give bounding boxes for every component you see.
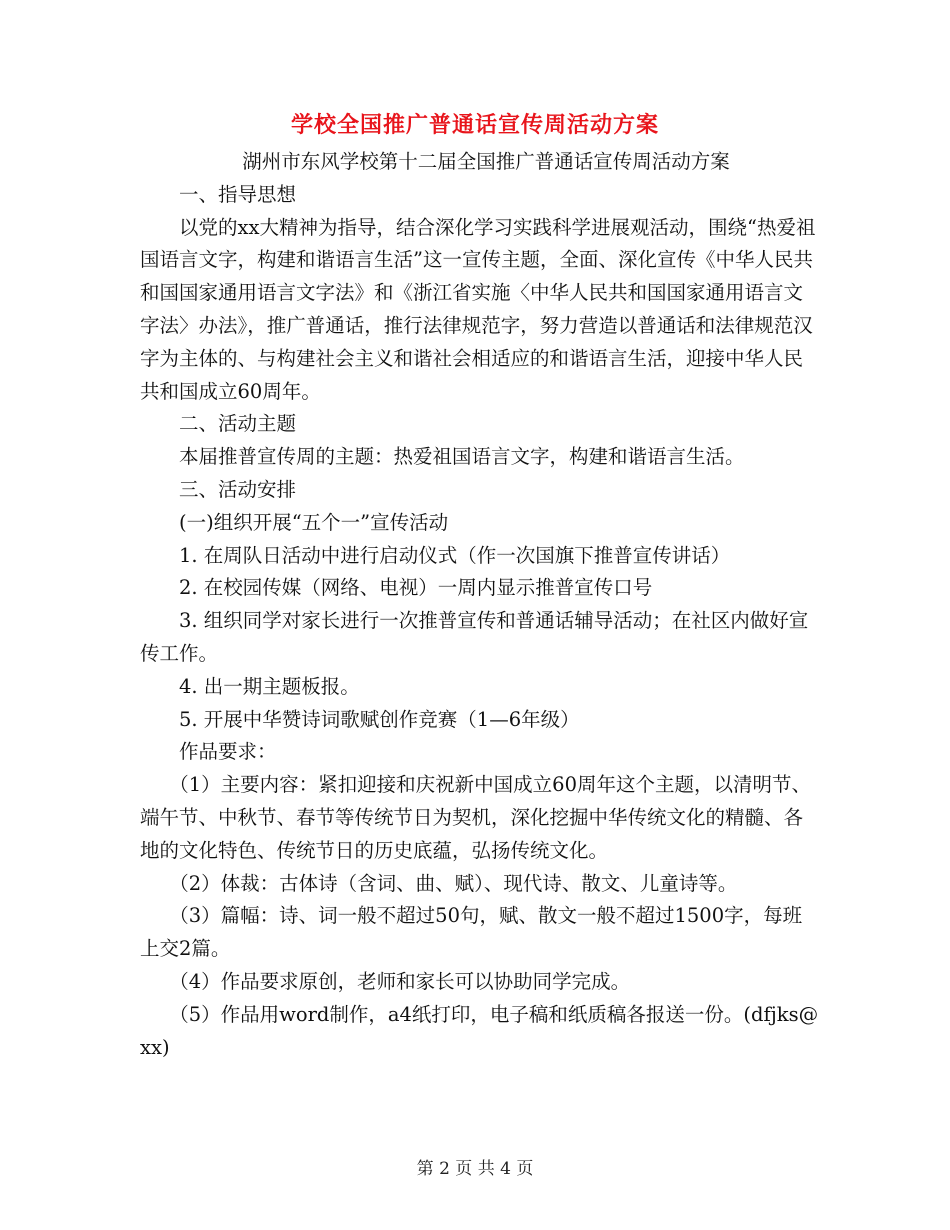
requirement-3: （3）篇幅：诗、词一般不超过50句，赋、散文一般不超过1500字，每班上交2篇。	[140, 904, 803, 961]
subsection-heading-five-ones: (一)组织开展“五个一”宣传活动	[179, 510, 449, 534]
document-subtitle: 湖州市东风学校第十二届全国推广普通话宣传周活动方案	[242, 150, 730, 173]
section-heading-guiding-ideology: 一、指导思想	[179, 182, 297, 206]
requirement-5: （5）作品用word制作，a4纸打印，电子稿和纸质稿各报送一份。(dfjks@xx)	[140, 1002, 819, 1059]
requirement-2: （2）体裁：古体诗（含词、曲、赋）、现代诗、散文、儿童诗等。	[169, 871, 738, 895]
list-item-3: 3. 组织同学对家长进行一次推普宣传和普通话辅导活动；在社区内做好宣传工作。	[140, 609, 809, 665]
paragraph-guiding-ideology: 以党的xx大精神为指导，结合深化学习实践科学进展观活动，围绕“热爱祖国语言文字，构建和谐语言生活”这一宣传主题，全面、深化宣传《中华人民共和国国家通用语言文字法》和《浙江省实施〈中华人民共和国国家通用语言文字法〉办法》，推广普通话，推行法律规范字，努力营造以普通话和法律规范汉字为主体的、与构建社会主义和谐社会相适应的和谐语言生活，迎接中华人民共和国成立60周年。	[140, 215, 816, 403]
section-heading-activity-arrangement: 三、活动安排	[179, 477, 297, 501]
section-heading-activity-theme: 二、活动主题	[179, 412, 297, 436]
page-number-footer: 第 2 页 共 4 页	[416, 1159, 534, 1179]
document-title: 学校全国推广普通话宣传周活动方案	[290, 112, 659, 138]
list-item-1: 1. 在周队日活动中进行启动仪式（作一次国旗下推普宣传讲话）	[179, 543, 731, 567]
list-item-2: 2. 在校园传媒（网络、电视）一周内显示推普宣传口号	[179, 576, 653, 600]
work-requirements-heading: 作品要求：	[179, 740, 277, 764]
list-item-4: 4. 出一期主题板报。	[179, 674, 360, 698]
requirement-4: （4）作品要求原创，老师和家长可以协助同学完成。	[169, 969, 631, 993]
document-body	[140, 146, 820, 1064]
list-item-5: 5. 开展中华赞诗词歌赋创作竞赛（1—6年级）	[179, 707, 580, 731]
requirement-1: （1）主要内容：紧扣迎接和庆祝新中国成立60周年这个主题，以清明节、端午节、中秋节、春节等传统节日为契机，深化挖掘中华传统文化的精髓、各地的文化特色、传统节日的历史底蕴，弘扬传统文化。	[140, 773, 811, 862]
paragraph-activity-theme: 本届推普宣传周的主题：热爱祖国语言文字，构建和谐语言生活。	[179, 445, 745, 469]
